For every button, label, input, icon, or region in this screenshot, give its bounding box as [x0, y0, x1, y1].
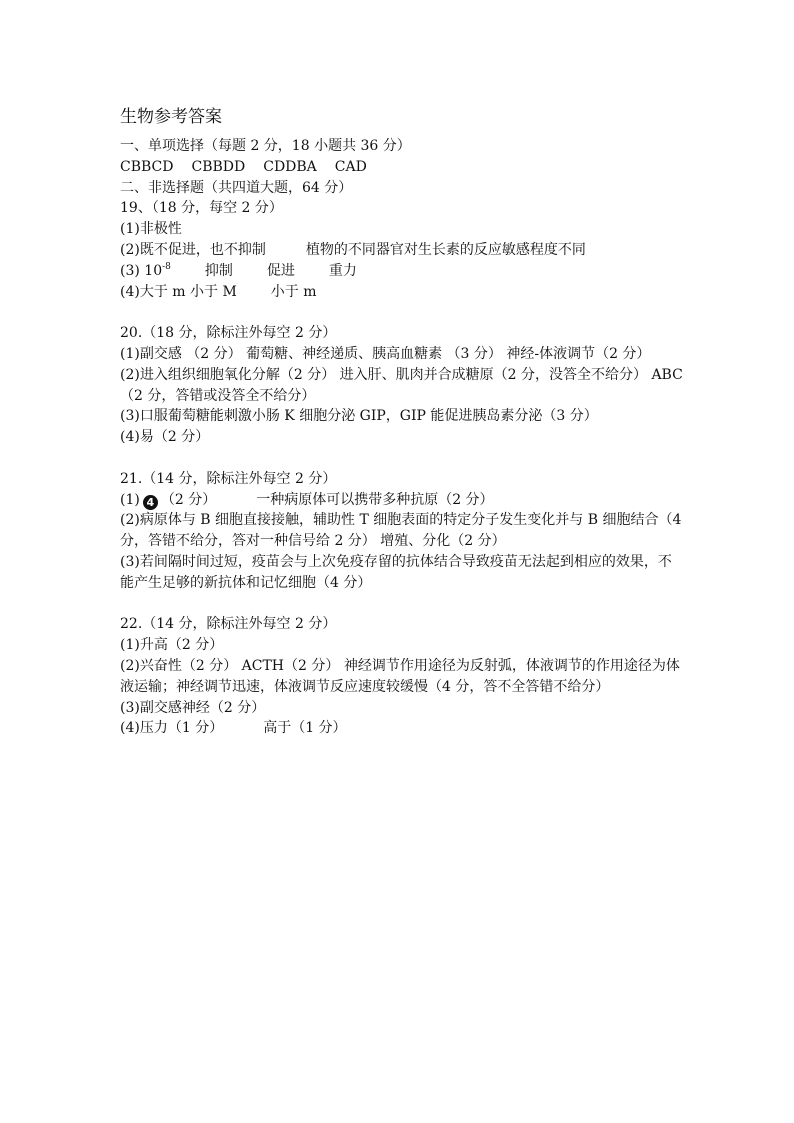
- q22-answer-3: (3)副交感神经（2 分）: [120, 699, 266, 716]
- q22-answer-4-right: 高于（1 分）: [263, 720, 347, 737]
- q19-answer-2: [120, 240, 685, 261]
- circled-number-icon: 4: [143, 495, 158, 510]
- q21-answer-3: (3)若间隔时间过短，疫苗会与上次免疫存留的抗体结合导致疫苗无法起到相应的效果，不能产生足够的新抗体和记忆细胞（4 分）: [120, 553, 672, 591]
- q21-heading: 21.（14 分，除标注外每空 2 分）: [120, 470, 337, 487]
- q22-answer-4-left: (4)压力（1 分）: [120, 720, 224, 737]
- q19-answer-2-left: (2)既不促进，也不抑制: [120, 241, 266, 258]
- q22-answer-4: [120, 718, 685, 739]
- q21-answer-1-right: 一种病原体可以携带多种抗原（2 分）: [256, 491, 494, 508]
- q19-heading: 19、（18 分，每空 2 分）: [120, 200, 283, 217]
- q21-answer-1-prefix: (1): [120, 491, 140, 508]
- section-gap: [120, 448, 685, 469]
- section-gap: [120, 594, 685, 615]
- q20-heading: 20.（18 分，除标注外每空 2 分）: [120, 325, 337, 342]
- q19-answer-1: (1)非极性: [120, 221, 182, 238]
- part2-heading: 二、非选择题（共四道大题，64 分）: [120, 179, 353, 196]
- page-title: 生物参考答案: [120, 107, 222, 127]
- answer-group-1: CBBCD: [120, 158, 174, 175]
- q22-answer-1: (1)升高（2 分）: [120, 637, 224, 654]
- q19-answer-3-prefix: (3) 10: [120, 262, 163, 279]
- q19-answer-4: [120, 282, 685, 303]
- q19-answer-3-c: 促进: [266, 262, 295, 279]
- q20-answer-4: (4)易（2 分）: [120, 429, 210, 446]
- q19-answer-3-b: 抑制: [204, 262, 233, 279]
- q21-answer-1-score: （2 分）: [160, 491, 217, 508]
- q22-heading: 22.（14 分，除标注外每空 2 分）: [120, 616, 337, 633]
- q22-answer-2: (2)兴奋性（2 分） ACTH（2 分） 神经调节作用途径为反射弧，体液调节的作用途径为体液运输；神经调节迅速，体液调节反应速度较缓慢（4 分，答不全答错不给分）: [120, 657, 680, 695]
- part1-answers: [120, 157, 685, 178]
- q19-answer-4-right: 小于 m: [270, 283, 317, 300]
- q19-answer-3: [120, 261, 685, 282]
- part1-heading: 一、单项选择（每题 2 分，18 小题共 36 分）: [120, 138, 411, 154]
- q19-answer-4-left: (4)大于 m 小于 M: [120, 283, 237, 300]
- answer-group-2: CBBDD: [191, 158, 246, 175]
- answer-group-4: CAD: [334, 158, 367, 175]
- answer-content: [120, 136, 685, 739]
- q21-answer-2: (2)病原体与 B 细胞直接接触，辅助性 T 细胞表面的特定分子发生变化并与 B 细胞结合（4 分，答错不给分，答对一种信号给 2 分） 增殖、分化（2 分）: [120, 512, 682, 550]
- section-gap: [120, 302, 685, 323]
- q20-answer-1: (1)副交感 （2 分） 葡萄糖、神经递质、胰高血糖素 （3 分） 神经-体液调节（2 分）: [120, 345, 651, 362]
- q19-answer-2-right: 植物的不同器官对生长素的反应敏感程度不同: [305, 241, 586, 258]
- q20-answer-3: (3)口服葡萄糖能刺激小肠 K 细胞分泌 GIP，GIP 能促进胰岛素分泌（3 分）: [120, 408, 598, 425]
- q19-answer-3-exponent: -8: [162, 261, 171, 272]
- answer-group-3: CDDBA: [263, 158, 317, 175]
- q20-answer-2: (2)进入组织细胞氧化分解（2 分） 进入肝、肌肉并合成糖原（2 分，没答全不给分） ABC（2 分，答错或没答全不给分）: [120, 366, 683, 404]
- q19-answer-3-d: 重力: [328, 262, 357, 279]
- q21-answer-1: [120, 490, 685, 511]
